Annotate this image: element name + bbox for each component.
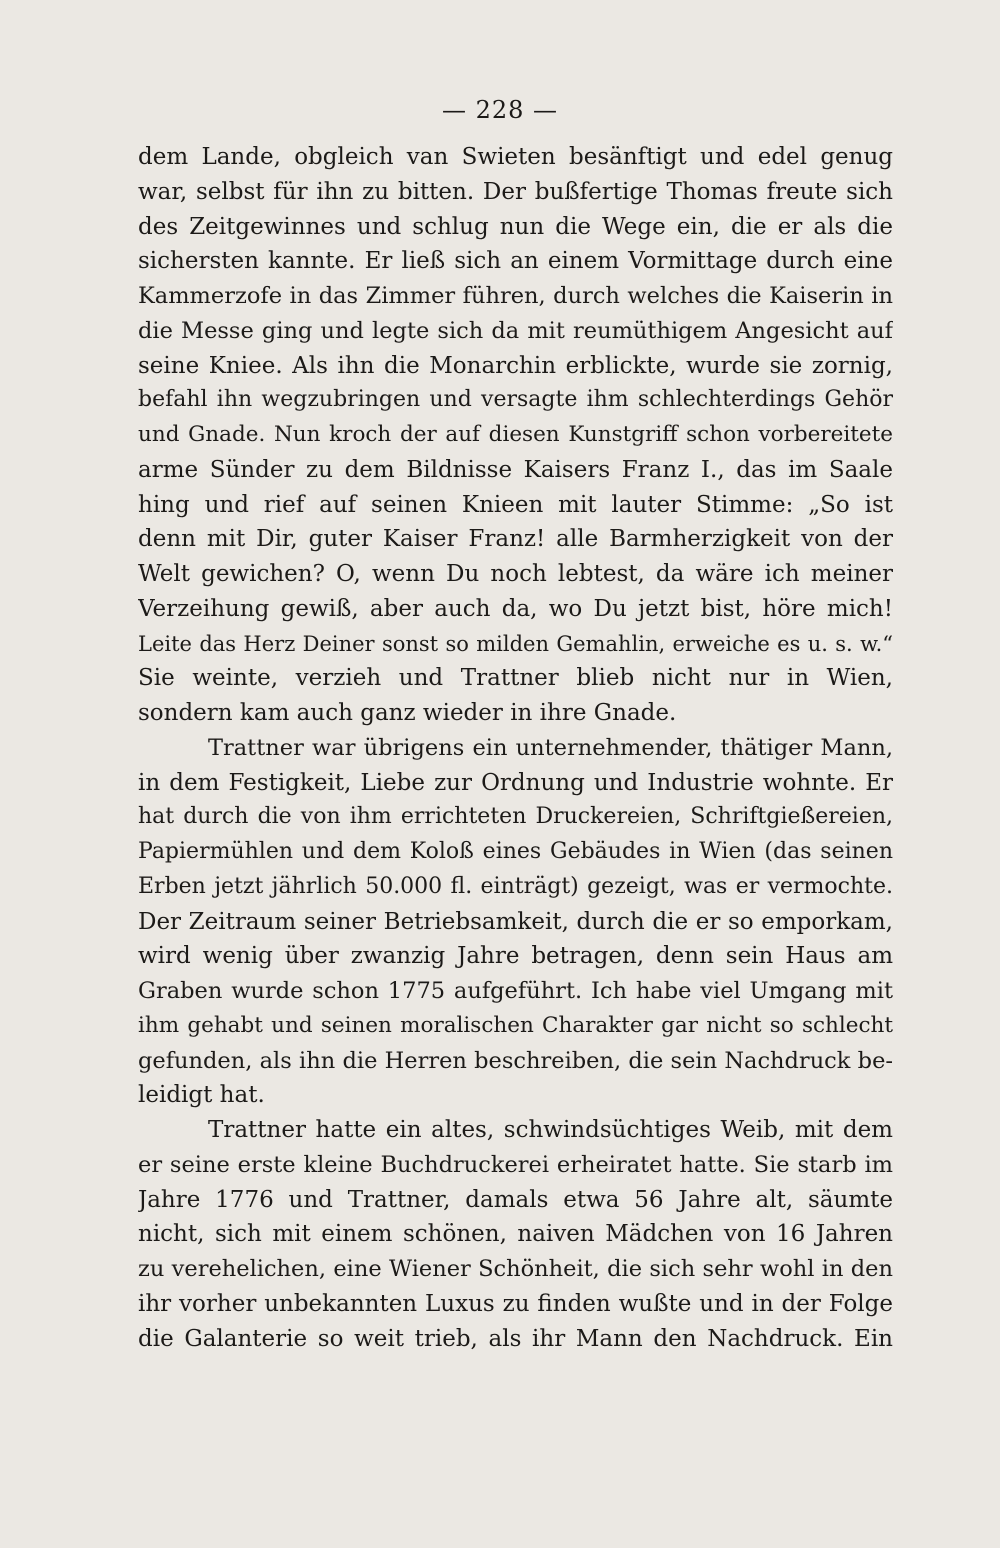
text-line: ihr vorher unbekannten Luxus zu finden wußte und in der Folge bbox=[138, 1290, 893, 1317]
text-line: er seine erste kleine Buchdruckerei erheiratet hatte. Sie starb im bbox=[138, 1151, 893, 1178]
text-line: Sie weinte, verzieh und Trattner blieb nicht nur in Wien, bbox=[138, 665, 893, 692]
text-line: Verzeihung gewiß, aber auch da, wo Du jetzt bist, höre mich! bbox=[138, 595, 893, 622]
text-line: Welt gewichen? O, wenn Du noch lebtest, da wäre ich meiner bbox=[138, 561, 893, 587]
text-line: Leite das Herz Deiner sonst so milden Gemahlin, erweiche es u. s. w.“ bbox=[138, 631, 893, 656]
text-line: Trattner hatte ein altes, schwindsüchtiges Weib, mit dem bbox=[208, 1117, 893, 1143]
text-line: hing und rief auf seinen Knieen mit lauter Stimme: „So ist bbox=[138, 491, 893, 518]
text-line: dem Lande, obgleich van Swieten besänftigt und edel genug bbox=[138, 144, 893, 170]
text-line: in dem Festigkeit, Liebe zur Ordnung und Industrie wohnte. Er bbox=[138, 769, 893, 796]
text-line: Jahre 1776 und Trattner, damals etwa 56 Jahre alt, säumte bbox=[138, 1186, 893, 1213]
paragraph-2 bbox=[138, 731, 893, 1113]
text-line: Der Zeitraum seiner Betriebsamkeit, durch die er so emporkam, bbox=[138, 908, 893, 935]
paragraph-1 bbox=[138, 140, 893, 731]
text-line: befahl ihn wegzubringen und versagte ihm schlechterdings Gehör bbox=[138, 387, 893, 413]
text-line: leidigt hat. bbox=[138, 1082, 265, 1109]
body-text bbox=[138, 140, 893, 1356]
text-line: des Zeitgewinnes und schlug nun die Wege ein, die er als die bbox=[138, 213, 893, 240]
text-line: und Gnade. Nun kroch der auf diesen Kunstgriff schon vorbereitete bbox=[138, 422, 893, 447]
text-line: nicht, sich mit einem schönen, naiven Mädchen von 16 Jahren bbox=[138, 1221, 893, 1248]
text-line: ihm gehabt und seinen moralischen Charakter gar nicht so schlecht bbox=[138, 1012, 893, 1038]
paragraph-3 bbox=[138, 1113, 893, 1356]
text-line: hat durch die von ihm errichteten Druckereien, Schriftgießereien, bbox=[138, 804, 893, 830]
text-line: sondern kam auch ganz wieder in ihre Gnade. bbox=[138, 700, 677, 726]
text-line: denn mit Dir, guter Kaiser Franz! alle Barmherzigkeit von der bbox=[138, 526, 893, 553]
text-line: Graben wurde schon 1775 aufgeführt. Ich habe viel Umgang mit bbox=[138, 978, 893, 1004]
text-line: zu verehelichen, eine Wiener Schönheit, die sich sehr wohl in den bbox=[138, 1256, 893, 1282]
text-line: wird wenig über zwanzig Jahre betragen, denn sein Haus am bbox=[138, 943, 893, 970]
text-line: war, selbst für ihn zu bitten. Der bußfertige Thomas freute sich bbox=[138, 178, 893, 205]
text-line: die Galanterie so weit trieb, als ihr Mann den Nachdruck. Ein bbox=[138, 1325, 893, 1352]
text-line: Erben jetzt jährlich 50.000 fl. einträgt) gezeigt, was er vermochte. bbox=[138, 873, 893, 899]
text-line: gefunden, als ihn die Herren beschreiben, die sein Nachdruck be- bbox=[138, 1047, 893, 1074]
text-line: Trattner war übrigens ein unternehmender, thätiger Mann, bbox=[208, 734, 893, 761]
text-line: Kammerzofe in das Zimmer führen, durch welches die Kaiserin in bbox=[138, 283, 893, 309]
text-line: seine Kniee. Als ihn die Monarchin erblickte, wurde sie zornig, bbox=[138, 352, 893, 379]
text-line: sichersten kannte. Er ließ sich an einem Vormittage durch eine bbox=[138, 248, 893, 275]
text-line: arme Sünder zu dem Bildnisse Kaisers Franz I., das im Saale bbox=[138, 456, 893, 483]
page-number: — 228 — bbox=[441, 96, 559, 124]
text-line: die Messe ging und legte sich da mit reumüthigem Angesicht auf bbox=[138, 317, 893, 344]
text-line: Papiermühlen und dem Koloß eines Gebäudes in Wien (das seinen bbox=[138, 839, 893, 864]
